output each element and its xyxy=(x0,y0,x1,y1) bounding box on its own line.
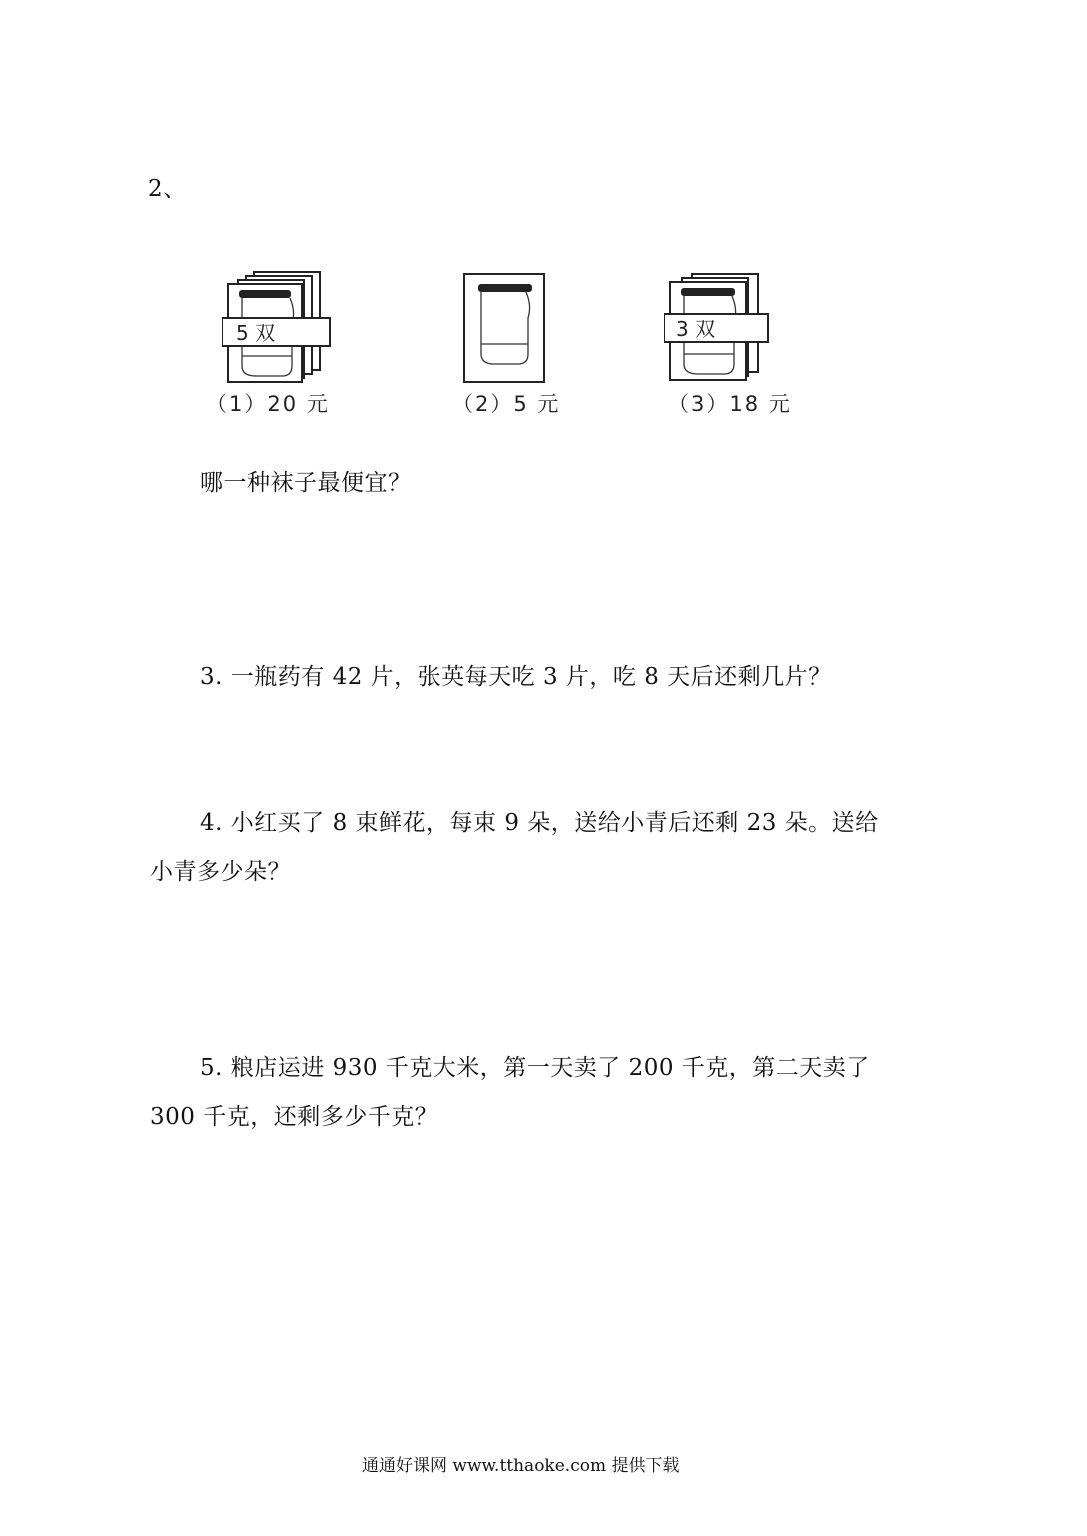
sock-label-1: （1）20 元 xyxy=(206,392,330,416)
sock-label-2: （2）5 元 xyxy=(452,392,561,416)
question-2-number: 2、 xyxy=(148,176,187,202)
sock-single-image xyxy=(462,272,548,390)
pack-3-band-text: 3 双 xyxy=(676,317,716,341)
sock-label-3: （3）18 元 xyxy=(668,392,792,416)
sock-pack-1-image xyxy=(222,268,332,390)
sock-pack-3-image xyxy=(664,270,774,392)
question-3-text: 3. 一瓶药有 42 片，张英每天吃 3 片，吃 8 天后还剩几片？ xyxy=(200,664,832,690)
footer-text: 通通好课网 www.tthaoke.com 提供下载 xyxy=(362,1456,680,1476)
pack-1-band-text: 5 双 xyxy=(236,321,276,345)
question-5-line-2: 300 千克，还剩多少千克？ xyxy=(150,1104,439,1130)
question-4-line-1: 4. 小红买了 8 束鲜花，每束 9 朵，送给小青后还剩 23 朵。送给 xyxy=(200,810,879,836)
question-5-line-1: 5. 粮店运进 930 千克大米，第一天卖了 200 千克，第二天卖了 xyxy=(200,1055,870,1081)
question-4-line-2: 小青多少朵？ xyxy=(150,859,291,885)
question-2-text: 哪一种袜子最便宜？ xyxy=(200,470,412,496)
